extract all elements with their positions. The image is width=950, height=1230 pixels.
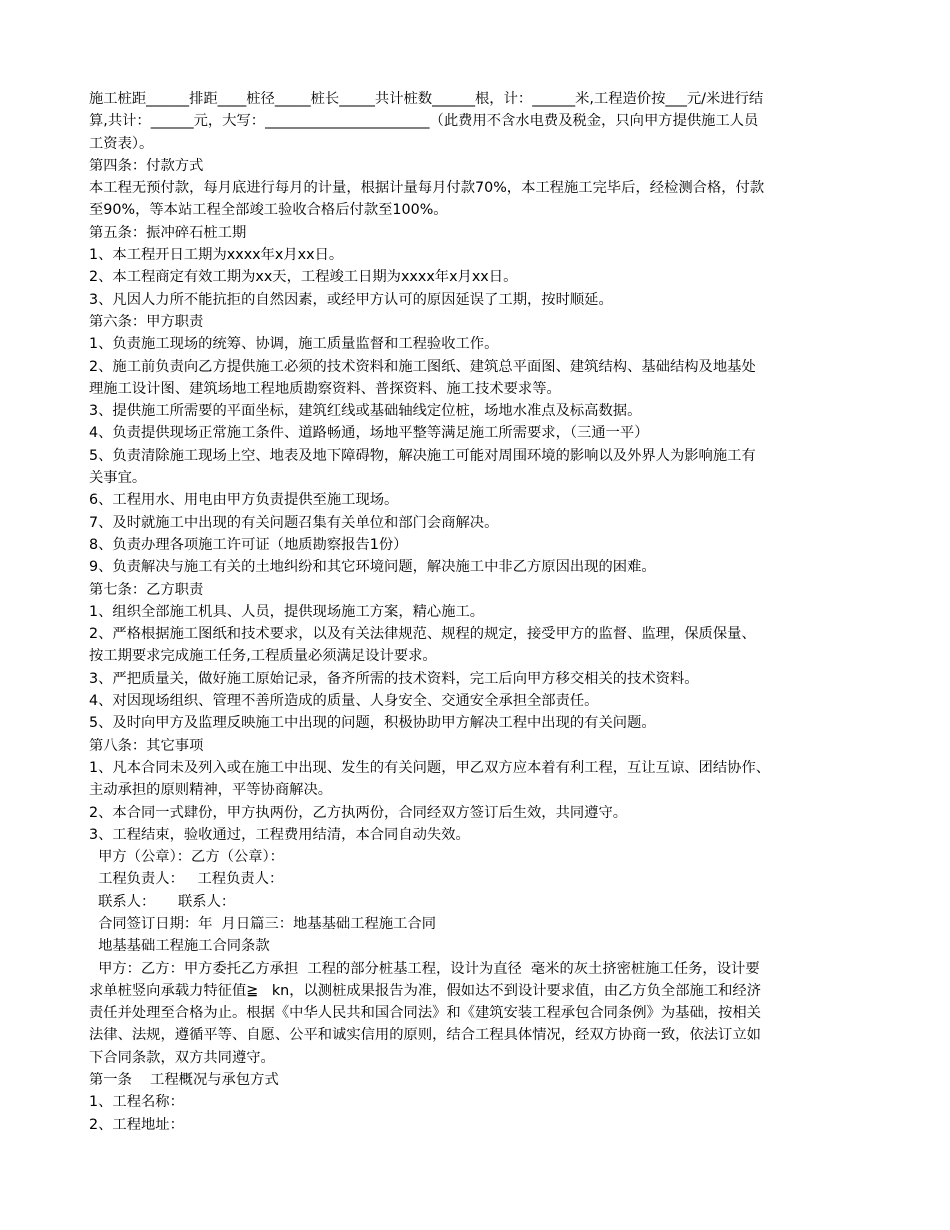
list-item: 3、工程结束，验收通过，工程费用结清，本合同自动失效。 <box>89 826 470 843</box>
text-line: 下合同条款，双方共同遵守。 <box>89 1049 275 1066</box>
list-item: 2、严格根据施工图纸和技术要求，以及有关法律规范、规程的规定，接受甲方的监督、监理，保质保量、 <box>89 626 756 643</box>
text-line: 主动承担的原则精神，平等协商解决。 <box>89 782 333 799</box>
text-line: 甲方：乙方：甲方委托乙方承担 工程的部分桩基工程，设计为直径 毫米的灰土挤密桩施工任务，设计要 <box>89 960 760 977</box>
list-item: 2、工程地址： <box>89 1116 184 1133</box>
document-body <box>89 88 859 1136</box>
list-item: 2、本工程商定有效工期为xx天，工程竣工日期为xxxx年x月xx日。 <box>89 269 518 286</box>
text-line: 算,共计：______元，大写：_______________________（此费用不含水电费及税金，只向甲方提供施工人员 <box>89 113 759 130</box>
text-line: 法律、法规，遵循平等、自愿、公平和诚实信用的原则，结合工程具体情况，经双方协商一致，依法订立如 <box>89 1027 761 1044</box>
text-line: 求单桩竖向承载力特征值≧ kn，以测桩成果报告为准，假如达不到设计要求值，由乙方负全部施工和经济 <box>89 982 762 999</box>
text-line: 至90%，等本站工程全部竣工验收合格后付款至100%。 <box>89 202 448 219</box>
signature-line: 工程负责人： 工程负责人： <box>89 871 284 888</box>
list-item: 4、对因现场组织、管理不善所造成的质量、人身安全、交通安全承担全部责任。 <box>89 693 599 710</box>
section-heading: 第五条：振冲碎石桩工期 <box>89 224 247 241</box>
list-item: 1、组织全部施工机具、人员，提供现场施工方案，精心施工。 <box>89 603 485 620</box>
document-title: 地基基础工程施工合同条款 <box>89 938 270 955</box>
text-line: 理施工设计图、建筑场地工程地质勘察资料、普探资料、施工技术要求等。 <box>89 380 561 397</box>
list-item: 2、施工前负责向乙方提供施工必须的技术资料和施工图纸、建筑总平面图、建筑结构、基础结构及地基处 <box>89 358 756 375</box>
text-line: 关事宜。 <box>89 470 147 487</box>
text-line: 工资表）。 <box>89 135 154 152</box>
text-line: 本工程无预付款，每月底进行每月的计量，根据计量每月付款70%，本工程施工完毕后，经检测合格，付款 <box>89 180 765 197</box>
section-heading: 第一条 工程概况与承包方式 <box>89 1072 279 1089</box>
list-item: 1、工程名称： <box>89 1094 184 1111</box>
section-heading: 第八条：其它事项 <box>89 737 204 754</box>
list-item: 1、负责施工现场的统筹、协调，施工质量监督和工程验收工作。 <box>89 336 499 353</box>
text-line: 按工期要求完成施工任务,工程质量必须满足设计要求。 <box>89 648 437 665</box>
list-item: 5、负责清除施工现场上空、地表及地下障碍物，解决施工可能对周围环境的影响以及外界人为影响施工有 <box>89 447 756 464</box>
list-item: 6、工程用水、用电由甲方负责提供至施工现场。 <box>89 492 399 509</box>
signature-line: 联系人： 联系人： <box>89 893 236 910</box>
signature-line: 甲方（公章）：乙方（公章）： <box>89 849 284 866</box>
list-item: 4、负责提供现场正常施工条件、道路畅通，场地平整等满足施工所需要求，（三通一平） <box>89 425 649 442</box>
signature-line: 合同签订日期：年 月日篇三：地基基础工程施工合同 <box>89 915 437 932</box>
text-line: 责任并处理至合格为止。根据《中华人民共和国合同法》和《建筑安装工程承包合同条例》为基础，按相关 <box>89 1005 761 1022</box>
list-item: 1、凡本合同未及列入或在施工中出现、发生的有关问题，甲乙双方应本着有利工程，互让互谅、团结协作、 <box>89 759 771 776</box>
list-item: 7、及时就施工中出现的有关问题召集有关单位和部门会商解决。 <box>89 514 499 531</box>
text-line: 施工桩距______排距____桩径_____桩长_____共计桩数______根，计：______米,工程造价按___元/米进行结 <box>89 91 764 107</box>
list-item: 5、及时向甲方及监理反映施工中出现的问题，积极协助甲方解决工程中出现的有关问题。 <box>89 715 656 732</box>
list-item: 3、提供施工所需要的平面坐标，建筑红线或基础轴线定位桩，场地水准点及标高数据。 <box>89 403 642 420</box>
section-heading: 第六条：甲方职责 <box>89 313 204 330</box>
section-heading: 第四条：付款方式 <box>89 157 204 174</box>
list-item: 3、凡因人力所不能抗拒的自然因素，或经甲方认可的原因延误了工期，按时顺延。 <box>89 291 613 308</box>
list-item: 1、本工程开日工期为xxxx年x月xx日。 <box>89 247 344 264</box>
list-item: 3、严把质量关，做好施工原始记录，备齐所需的技术资料，完工后向甲方移交相关的技术资料。 <box>89 670 699 687</box>
list-item: 9、负责解决与施工有关的土地纠纷和其它环境问题，解决施工中非乙方原因出现的困难。 <box>89 559 656 576</box>
list-item: 2、本合同一式肆份，甲方执两份，乙方执两份，合同经双方签订后生效，共同遵守。 <box>89 804 628 821</box>
section-heading: 第七条：乙方职责 <box>89 581 204 598</box>
list-item: 8、负责办理各项施工许可证（地质勘察报告1份） <box>89 536 408 553</box>
